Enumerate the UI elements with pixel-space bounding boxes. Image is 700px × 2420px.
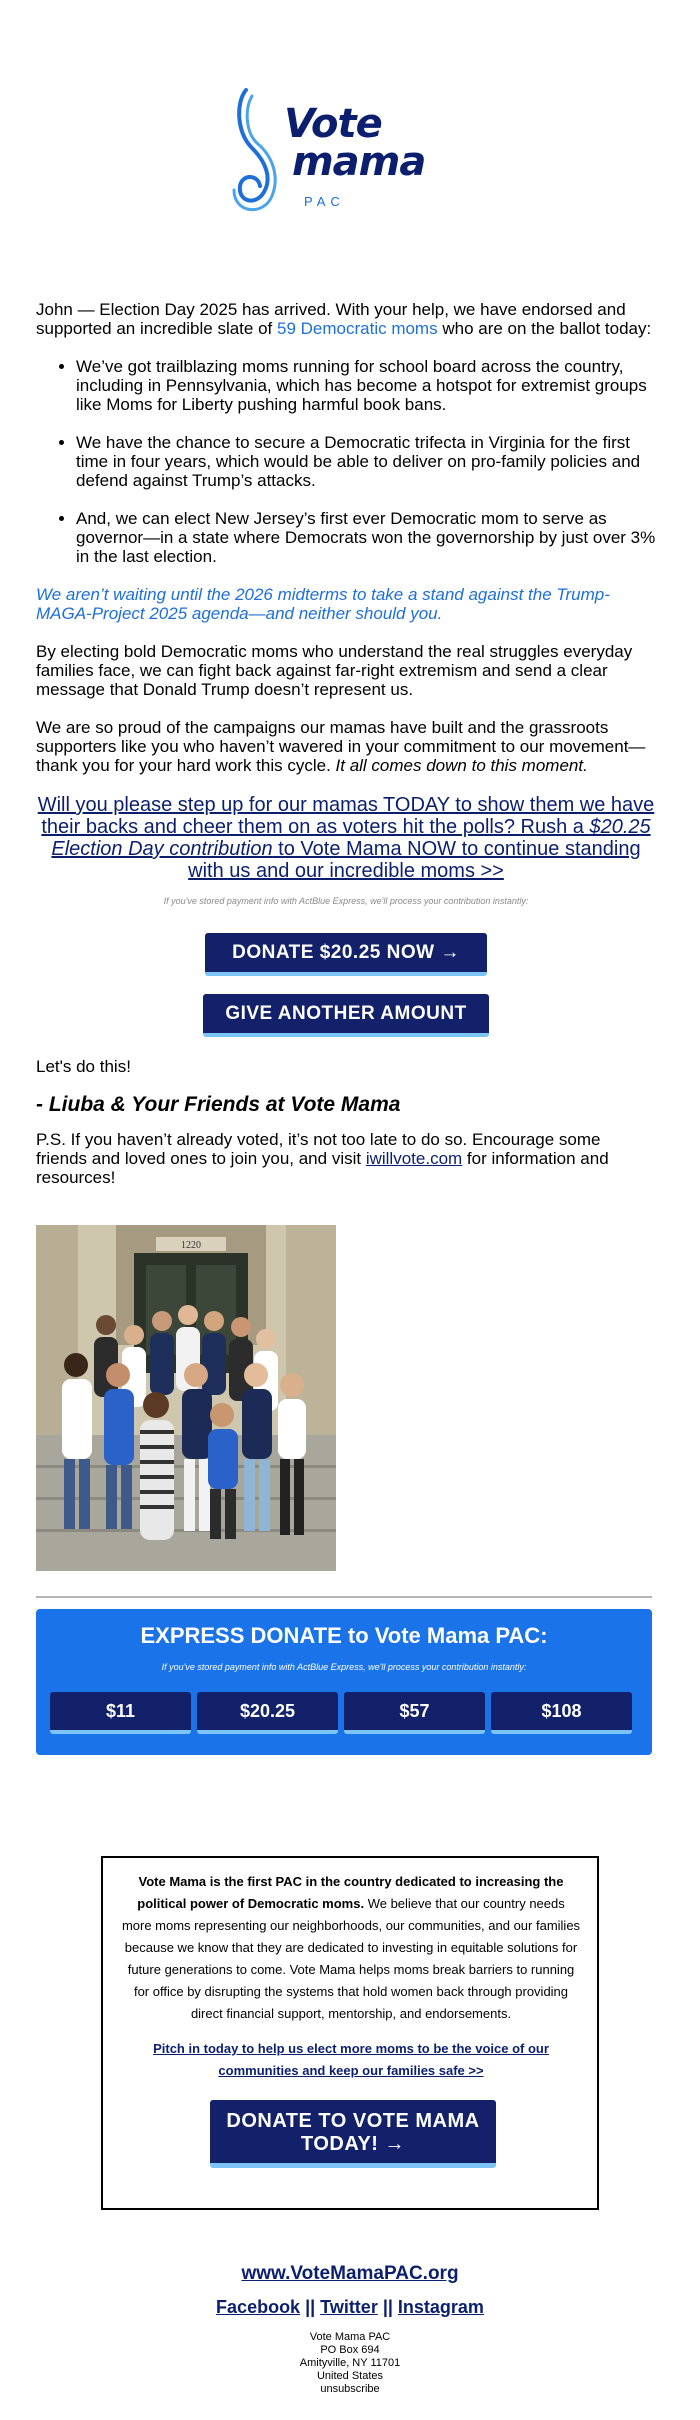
logo-text-vote: Vote	[284, 101, 382, 147]
donate-vote-mama-button[interactable]: DONATE TO VOTE MAMA TODAY! →	[210, 2100, 496, 2168]
amount-button-57[interactable]: $57	[344, 1692, 485, 1734]
group-photo	[36, 1225, 336, 1571]
logo-text-mama: mama	[292, 139, 426, 185]
website-link[interactable]: www.VoteMamaPAC.org	[241, 2263, 459, 2284]
address-line: PO Box 694	[320, 2344, 380, 2356]
ps-text-end: for information and resources!	[36, 1149, 609, 1187]
intro-text-end: who are on the ballot today:	[437, 319, 652, 338]
express-donate-note: If you've stored payment info with ActBlue Express, we'll process your contribution instantly:	[161, 1662, 527, 1672]
actblue-note: If you've stored payment info with ActBlue Express, we'll process your contribution instantly:	[163, 896, 529, 906]
donation-cta-link[interactable]	[36, 794, 656, 882]
signature: - Liuba & Your Friends at Vote Mama	[36, 1093, 401, 1116]
twitter-link[interactable]: Twitter	[320, 2297, 378, 2317]
address-line: Vote Mama PAC	[309, 2331, 391, 2343]
ps-text: P.S. If you haven’t already voted, it’s not too late to do so. Encourage some friends and loved ones to join you, and visit	[36, 1130, 601, 1168]
vote-mama-logo[interactable]	[232, 82, 462, 220]
bullet-item: • We have the chance to secure a Democratic trifecta in Virginia for the first time in four years, which would be able to deliver on pro-family policies and defend against Trump’s attacks.	[76, 433, 656, 490]
address-line: Amityville, NY 11701	[299, 2357, 401, 2369]
about-bold: Vote Mama is the first PAC in the country dedicated to increasing the political power of Democratic moms.	[137, 1874, 564, 1911]
about-text	[121, 1871, 581, 2025]
instagram-link[interactable]: Instagram	[397, 2297, 484, 2317]
candidates-link[interactable]: 59 Democratic moms	[277, 319, 438, 338]
bullet-list	[36, 357, 656, 566]
divider	[36, 1596, 652, 1598]
about-body: We believe that our country needs more moms representing our neighborhoods, our communities, and our families because we know that they are dedicated to investing in equitable solutions for future generations to come. Vote Mama helps moms break barriers to running for office by disrupting the systems that hold women back through providing direct financial support, mentorship, and endorsements.	[121, 1896, 581, 2021]
logo-text-pac: PAC	[304, 194, 345, 209]
express-donate-title: EXPRESS DONATE to Vote Mama PAC:	[140, 1623, 548, 1648]
amount-button-11[interactable]: $11	[50, 1692, 191, 1734]
social-separator: ||	[300, 2297, 321, 2317]
mailing-address	[0, 2331, 700, 2396]
intro-paragraph	[36, 300, 656, 338]
another-amount-wrap	[36, 994, 656, 1037]
amount-button-108[interactable]: $108	[491, 1692, 632, 1734]
cta-text-2: to Vote Mama NOW to continue standing with us and our incredible moms >>	[188, 838, 641, 882]
cta-text-1: Will you please step up for our mamas TODAY to show them we have their backs and cheer them on as voters hit the polls? Rush a	[37, 794, 655, 838]
ps-paragraph	[36, 1130, 656, 1187]
unsubscribe-link[interactable]: unsubscribe	[320, 2383, 380, 2395]
paragraph-thanks	[36, 718, 656, 775]
highlight-statement: We aren’t waiting until the 2026 midterms to take a stand against the Trump-MAGA-Project 2025 agenda—and neither should you.	[36, 585, 610, 623]
pitch-link[interactable]: Pitch in today to help us elect more moms to be the voice of our communities and keep our families safe >>	[153, 2041, 549, 2078]
thanks-italic: It all comes down to this moment.	[335, 756, 588, 775]
building-number: 1220	[181, 1240, 201, 1251]
amount-button-2025[interactable]: $20.25	[197, 1692, 338, 1734]
iwillvote-link[interactable]: iwillvote.com	[365, 1149, 463, 1168]
closing-line: Let's do this!	[36, 1057, 131, 1076]
social-links	[0, 2297, 700, 2318]
donate-2025-button[interactable]: DONATE $20.25 NOW →	[205, 933, 487, 976]
social-separator: ||	[377, 2297, 398, 2317]
group-photo-illustration	[36, 1225, 336, 1571]
give-another-amount-button[interactable]: GIVE ANOTHER AMOUNT	[203, 994, 489, 1037]
express-donate-box	[36, 1609, 652, 1755]
bullet-item: • And, we can elect New Jersey’s first ever Democratic mom to serve as governor—in a state where Democrats won the governorship by just over 3% in the last election.	[76, 509, 656, 566]
intro-text: John — Election Day 2025 has arrived. With your help, we have endorsed and supported an incredible slate of	[36, 300, 626, 338]
bullet-item: • We’ve got trailblazing moms running for school board across the country, including in Pennsylvania, which has become a hotspot for extremist groups like Moms for Liberty pushing harmful book bans.	[76, 357, 656, 414]
paragraph-extremism: By electing bold Democratic moms who understand the real struggles everyday families face, we can fight back against far-right extremism and send a clear message that Donald Trump doesn’t represent us.	[36, 642, 633, 699]
thanks-text: We are so proud of the campaigns our mamas have built and the grassroots supporters like you who haven’t wavered in your commitment to our movement—thank you for your hard work this cycle.	[36, 718, 646, 775]
cta-text-italic: $20.25 Election Day contribution	[51, 816, 651, 860]
address-line: United States	[316, 2370, 384, 2382]
donate-main-wrap	[36, 933, 656, 976]
facebook-link[interactable]: Facebook	[216, 2297, 301, 2317]
about-box	[101, 1856, 599, 2210]
email-body	[36, 300, 656, 1206]
